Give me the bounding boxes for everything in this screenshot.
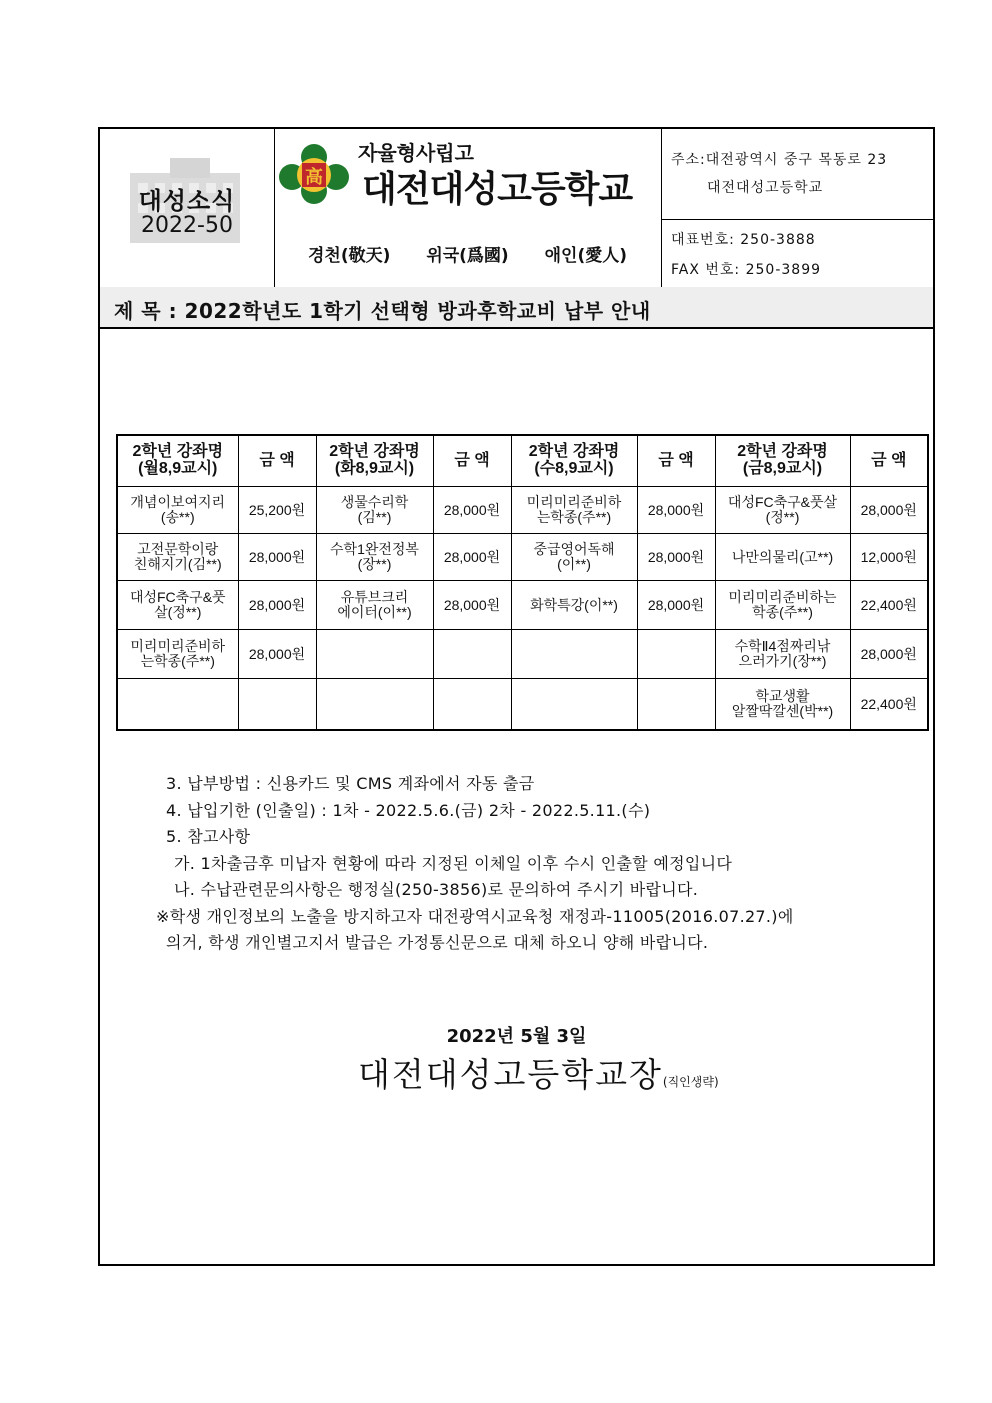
- amount-cell: 28,000원: [637, 581, 715, 630]
- reference-title: 5. 참고사항: [166, 827, 251, 846]
- table-header-row: [117, 435, 928, 487]
- amount-cell: 28,000원: [238, 581, 316, 630]
- course-name-cell: 고전문학이랑 친해지기(김**): [117, 534, 238, 581]
- course-name-cell: [316, 679, 433, 731]
- header-divider-left: [274, 129, 275, 287]
- motto-2: 위국(爲國): [426, 246, 509, 266]
- school-name: 대전대성고등학교: [362, 169, 633, 210]
- amount-cell: [238, 679, 316, 731]
- issue-name: 대성소식: [138, 187, 236, 215]
- amount-cell: 12,000원: [850, 534, 928, 581]
- amount-cell: 22,400원: [850, 581, 928, 630]
- contact-box: [661, 129, 933, 287]
- amount-cell: 28,000원: [850, 630, 928, 679]
- course-name-cell: [511, 630, 637, 679]
- course-name-cell: [316, 630, 433, 679]
- motto-3: 애인(愛人): [544, 246, 628, 266]
- table-row: [117, 487, 928, 534]
- amount-cell: 28,000원: [637, 534, 715, 581]
- course-name-cell: 수학1완전정복 (장**): [316, 534, 433, 581]
- amount-cell: 28,000원: [433, 534, 511, 581]
- subject-bar: [100, 287, 933, 329]
- school-mottos: [308, 241, 657, 266]
- amount-cell: 28,000원: [238, 630, 316, 679]
- course-name-cell: 화학특강(이**): [511, 581, 637, 630]
- course-name-cell: 생물수리학 (김**): [316, 487, 433, 534]
- table-row: [117, 581, 928, 630]
- signature-text: 대전대성고등학교장: [358, 1055, 663, 1094]
- course-name-cell: 개념이보여지리 (송**): [117, 487, 238, 534]
- amount-cell: 25,200원: [238, 487, 316, 534]
- course-name-cell: 중급영어독해 (이**): [511, 534, 637, 581]
- fax-number: FAX 번호: 250-3899: [671, 262, 822, 278]
- address-line-1: 주소:대전광역시 중구 목동로 23: [671, 152, 888, 168]
- course-name-cell: 학교생활 알짤딱깔센(박**): [715, 679, 850, 731]
- header-title: 2학년 강좌명: [737, 443, 828, 461]
- header-day: (수8,9교시): [534, 460, 614, 477]
- header-title: 2학년 강좌명: [528, 443, 620, 461]
- course-name-cell: 미리미리준비하는 학종(주**): [715, 581, 850, 630]
- column-header-tue: [316, 435, 433, 487]
- amount-header: 금 액: [850, 435, 928, 487]
- amount-cell: 28,000원: [238, 534, 316, 581]
- amount-cell: 22,400원: [850, 679, 928, 731]
- amount-cell: 28,000원: [637, 487, 715, 534]
- table-row: [117, 630, 928, 679]
- school-type: 자율형사립고: [358, 141, 474, 165]
- issue-number: 2022-50: [141, 213, 233, 238]
- column-header-mon: [117, 435, 238, 487]
- address-line-2: 대전대성고등학교: [707, 180, 824, 196]
- column-header-fri: [715, 435, 850, 487]
- amount-cell: 28,000원: [433, 581, 511, 630]
- payment-method: 3. 납부방법 : 신용카드 및 CMS 계좌에서 자동 출금: [166, 774, 535, 793]
- course-name-cell: [117, 679, 238, 731]
- reference-item-b: 나. 수납관련문의사항은 행정실(250-3856)로 문의하여 주시기 바랍니다.: [174, 880, 699, 899]
- school-emblem-icon: [278, 143, 350, 207]
- letterhead: [100, 129, 933, 289]
- table-row: [117, 534, 928, 581]
- due-date: 4. 납입기한 (인출일) : 1차 - 2022.5.6.(금) 2차 - 2022.5.11.(수): [166, 800, 651, 820]
- header-day: (금8,9교시): [742, 460, 823, 477]
- privacy-note-1: ※학생 개인정보의 노출을 방지하고자 대전광역시교육청 재정과-11005(2016.07.27.)에: [156, 906, 794, 926]
- emblem-text: 高: [305, 167, 323, 188]
- course-name-cell: 미리미리준비하 는학종(주**): [117, 630, 238, 679]
- amount-cell: 28,000원: [850, 487, 928, 534]
- amount-cell: 28,000원: [433, 487, 511, 534]
- notice-notes: [156, 771, 794, 957]
- header-title: 2학년 강좌명: [329, 443, 420, 461]
- amount-header: 금 액: [238, 435, 316, 487]
- header-day: (월8,9교시): [138, 460, 218, 477]
- amount-cell: [433, 630, 511, 679]
- amount-cell: [637, 630, 715, 679]
- motto-1: 경천(敬天): [308, 246, 391, 266]
- document-frame: [98, 127, 935, 1266]
- issue-date: 2022년 5월 3일: [446, 1026, 587, 1047]
- course-name-cell: [511, 679, 637, 731]
- table-row: [117, 679, 928, 731]
- header-title: 2학년 강좌명: [132, 443, 224, 461]
- amount-header: 금 액: [637, 435, 715, 487]
- amount-cell: [637, 679, 715, 731]
- course-fee-table: [116, 434, 929, 731]
- reference-item-a: 가. 1차출금후 미납자 현황에 따라 지정된 이체일 이후 수시 인출할 예정입니다: [174, 853, 733, 873]
- contact-divider: [661, 219, 933, 220]
- amount-header: 금 액: [433, 435, 511, 487]
- course-name-cell: 미리미리준비하 는학종(주**): [511, 487, 637, 534]
- principal-signature: [358, 1049, 719, 1096]
- column-header-wed: [511, 435, 637, 487]
- course-name-cell: 나만의물리(고**): [715, 534, 850, 581]
- course-name-cell: 대성FC축구&풋살 (정**): [715, 487, 850, 534]
- course-name-cell: 수학Ⅱ4점짜리낚 으러가기(장**): [715, 630, 850, 679]
- course-name-cell: 유튜브크리 에이터(이**): [316, 581, 433, 630]
- subject-title: 제 목 : 2022학년도 1학기 선택형 방과후학교비 납부 안내: [114, 299, 651, 323]
- privacy-note-2: 의거, 학생 개인별고지서 발급은 가정통신문으로 대체 하오니 양해 바랍니다.: [166, 933, 709, 952]
- seal-omitted-note: (직인생략): [662, 1075, 719, 1089]
- header-day: (화8,9교시): [334, 460, 415, 477]
- amount-cell: [433, 679, 511, 731]
- course-name-cell: 대성FC축구&풋 살(정**): [117, 581, 238, 630]
- issue-box: [100, 129, 274, 287]
- phone-number: 대표번호: 250-3888: [671, 232, 816, 248]
